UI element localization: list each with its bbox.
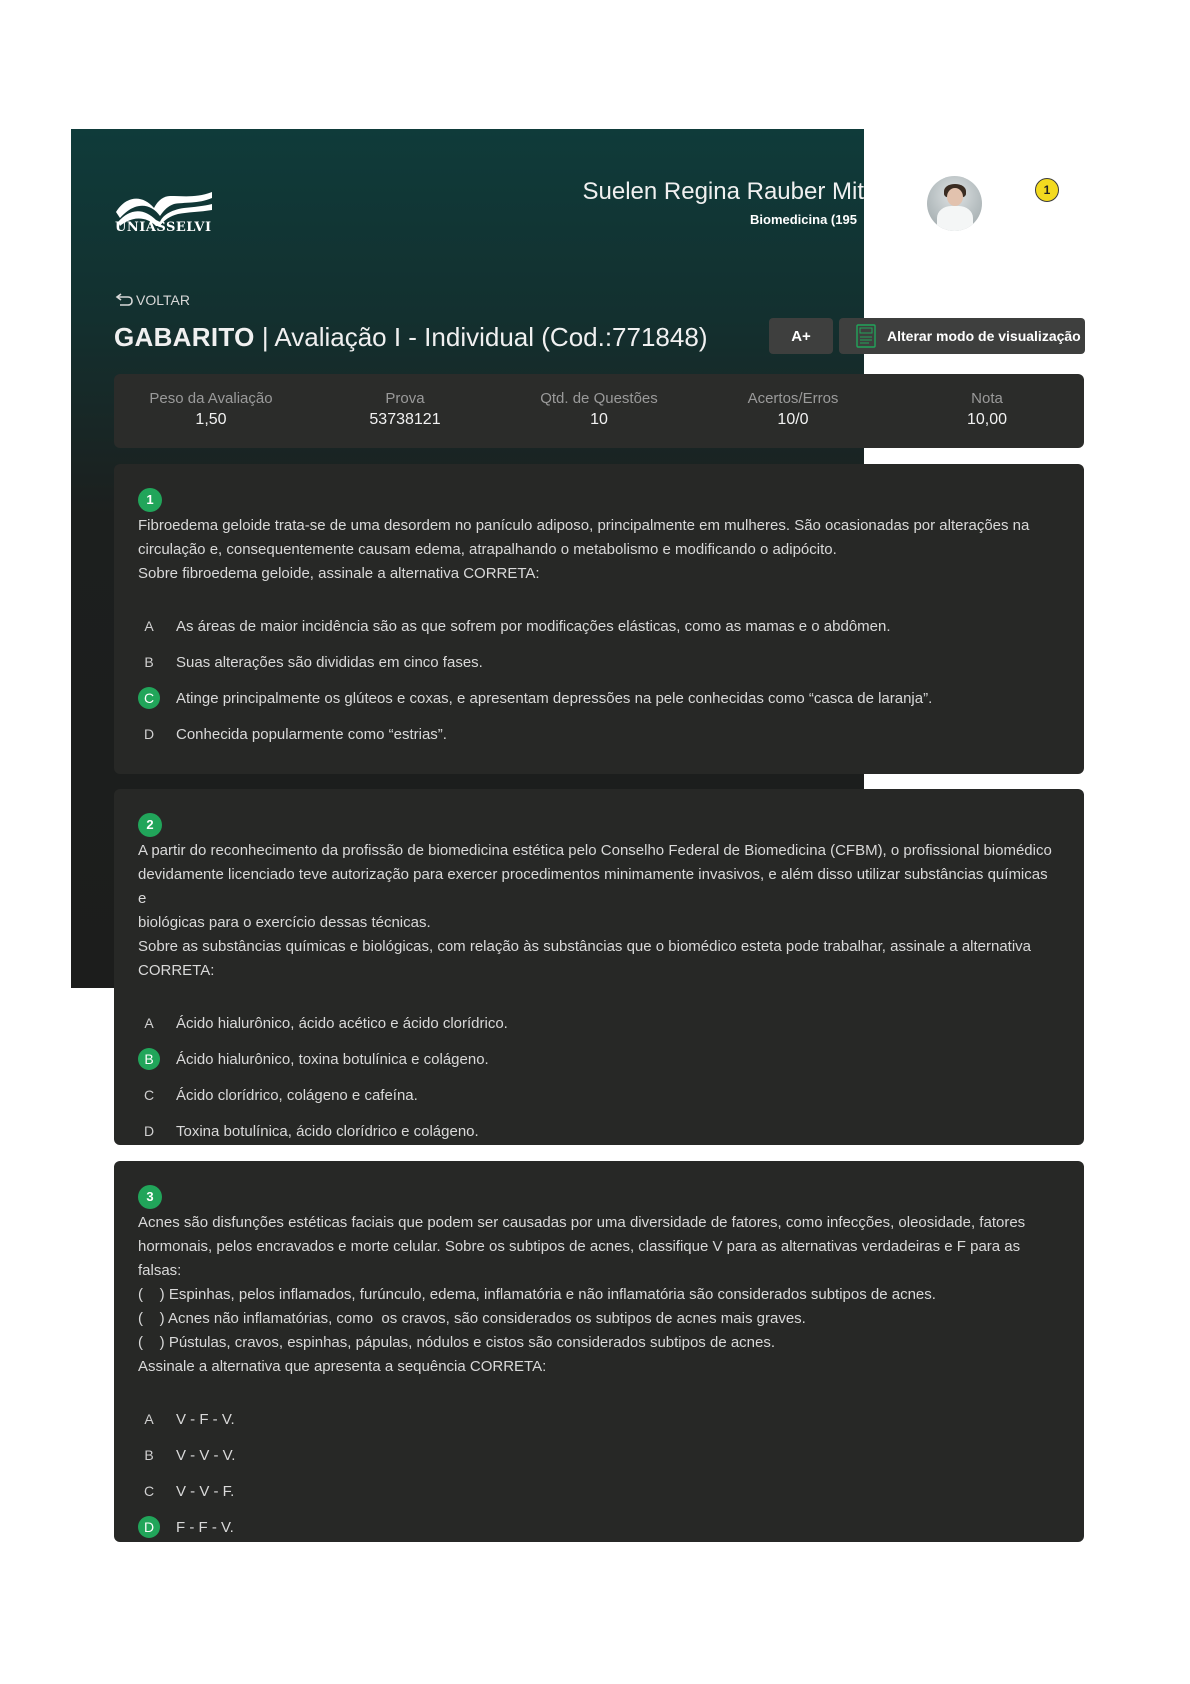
document-icon bbox=[855, 323, 877, 349]
back-link[interactable] bbox=[114, 292, 190, 308]
alternative-text: Ácido clorídrico, colágeno e cafeína. bbox=[176, 1086, 418, 1104]
alternative-letter: D bbox=[143, 1123, 155, 1139]
stat-hits-errors bbox=[696, 374, 890, 448]
question-line: A partir do reconhecimento da profissão de biomedicina estética pelo Conselho Federal de Biomedicina (CFBM), o profissional biomédico bbox=[138, 842, 1052, 859]
alternatives-list bbox=[138, 1005, 1060, 1149]
stat-value: 10,00 bbox=[966, 411, 1008, 428]
page-title-prefix: GABARITO bbox=[114, 322, 255, 352]
question-number: 2 bbox=[138, 813, 162, 837]
question-card bbox=[114, 464, 1084, 774]
alternative-letter: B bbox=[144, 1447, 154, 1463]
alternative-letter-correct: C bbox=[138, 687, 160, 709]
alternative-letter: A bbox=[144, 1411, 154, 1427]
alternative-item[interactable] bbox=[138, 1473, 1060, 1509]
alternative-letter: D bbox=[143, 726, 155, 742]
increase-font-button[interactable]: A+ bbox=[769, 318, 833, 354]
question-line: devidamente licenciado teve autorização para exercer procedimentos minimamente invasivos, e além disso utilizar substâncias químicas e bbox=[138, 866, 1052, 907]
user-course: Biomedicina (195 bbox=[750, 212, 857, 227]
avatar-coat bbox=[937, 206, 973, 231]
stat-weight bbox=[114, 374, 308, 448]
alternative-text: Toxina botulínica, ácido clorídrico e colágeno. bbox=[176, 1122, 479, 1140]
alternative-text: F - F - V. bbox=[176, 1518, 234, 1536]
stat-value: 10/0 bbox=[777, 411, 809, 428]
question-line: Acnes são disfunções estéticas faciais que podem ser causadas por uma diversidade de fatores, como infecções, oleosidade, fatores bbox=[138, 1214, 1026, 1231]
alternative-item[interactable] bbox=[138, 1437, 1060, 1473]
alternative-letter: B bbox=[144, 654, 154, 670]
question-number: 1 bbox=[138, 488, 162, 512]
question-line: Sobre as substâncias químicas e biológicas, com relação às substâncias que o biomédico esteta pode trabalhar, assinale a alternativa bbox=[138, 938, 1032, 955]
alternatives-list bbox=[138, 608, 1060, 752]
question-line: CORRETA: bbox=[138, 962, 215, 979]
stat-value: 1,50 bbox=[195, 411, 227, 428]
question-line: hormonais, pelos encravados e morte celular. Sobre os subtipos de acnes, classifique V para as alternativas verdadeiras e F para as falsas: bbox=[138, 1238, 1025, 1279]
stat-value: 10 bbox=[590, 411, 608, 428]
stat-label: Nota bbox=[971, 390, 1003, 407]
question-line: ( ) Espinhas, pelos inflamados, furúnculo, edema, inflamatória e não inflamatória são considerados subtipos de acnes. bbox=[138, 1286, 936, 1303]
alternative-text: Suas alterações são divididas em cinco fases. bbox=[176, 653, 483, 671]
question-text bbox=[138, 514, 1060, 586]
user-name: Suelen Regina Rauber Mit bbox=[582, 178, 864, 205]
alternative-item[interactable] bbox=[138, 644, 1060, 680]
page-title bbox=[114, 322, 707, 353]
view-mode-label: Alterar modo de visualização bbox=[887, 328, 1081, 344]
logo-text: UNIASSELVI bbox=[115, 220, 212, 235]
alternative-text: Atinge principalmente os glúteos e coxas, e apresentam depressões na pele conhecidas como “casca de laranja”. bbox=[176, 689, 933, 707]
alternative-text: Ácido hialurônico, ácido acético e ácido clorídrico. bbox=[176, 1014, 508, 1032]
question-text bbox=[138, 1211, 1060, 1379]
question-card bbox=[114, 789, 1084, 1145]
notification-badge[interactable]: 1 bbox=[1035, 178, 1059, 202]
alternative-letter: A bbox=[144, 1015, 154, 1031]
stat-question-count bbox=[502, 374, 696, 448]
question-line: biológicas para o exercício dessas técnicas. bbox=[138, 914, 431, 931]
stat-grade bbox=[890, 374, 1084, 448]
alternative-item[interactable] bbox=[138, 1005, 1060, 1041]
question-line: Assinale a alternativa que apresenta a sequência CORRETA: bbox=[138, 1358, 547, 1375]
stat-label: Acertos/Erros bbox=[747, 390, 839, 407]
alternative-letter: C bbox=[143, 1087, 155, 1103]
stat-label: Prova bbox=[385, 390, 425, 407]
question-line: ( ) Acnes não inflamatórias, como os cravos, são considerados os subtipos de acnes mais graves. bbox=[138, 1310, 806, 1327]
alternative-item[interactable] bbox=[138, 1401, 1060, 1437]
question-number: 3 bbox=[138, 1185, 162, 1209]
question-line: Sobre fibroedema geloide, assinale a alternativa CORRETA: bbox=[138, 565, 540, 582]
alternative-text: V - F - V. bbox=[176, 1410, 235, 1428]
alternative-text: Conhecida popularmente como “estrias”. bbox=[176, 725, 447, 743]
stat-label: Peso da Avaliação bbox=[149, 390, 273, 407]
alternative-item-correct[interactable] bbox=[138, 1041, 1060, 1077]
back-label: VOLTAR bbox=[136, 292, 190, 308]
alternative-item[interactable] bbox=[138, 1113, 1060, 1149]
question-line: circulação e, consequentemente causam edema, atrapalhando o metabolismo e modificando o adipócito. bbox=[138, 541, 837, 558]
question-line: Fibroedema geloide trata-se de uma desordem no panículo adiposo, principalmente em mulheres. São ocasionadas por alterações na bbox=[138, 517, 1030, 534]
alternative-item[interactable] bbox=[138, 608, 1060, 644]
stat-exam bbox=[308, 374, 502, 448]
stats-bar bbox=[114, 374, 1084, 448]
avatar[interactable] bbox=[927, 176, 982, 231]
alternative-item[interactable] bbox=[138, 716, 1060, 752]
alternative-letter: C bbox=[143, 1483, 155, 1499]
return-arrow-icon bbox=[114, 293, 134, 307]
question-text bbox=[138, 839, 1060, 983]
question-line: ( ) Pústulas, cravos, espinhas, pápulas, nódulos e cistos são considerados subtipos de acnes. bbox=[138, 1334, 776, 1351]
alternative-text: V - V - F. bbox=[176, 1482, 235, 1500]
alternatives-list bbox=[138, 1401, 1060, 1545]
alternative-letter: A bbox=[144, 618, 154, 634]
page-title-rest: | Avaliação I - Individual (Cod.:771848) bbox=[254, 322, 708, 352]
view-mode-button[interactable] bbox=[839, 318, 1085, 354]
alternative-item-correct[interactable] bbox=[138, 1509, 1060, 1545]
stat-label: Qtd. de Questões bbox=[540, 390, 658, 407]
stat-value: 53738121 bbox=[369, 411, 441, 428]
alternative-letter-correct: D bbox=[138, 1516, 160, 1538]
alternative-letter-correct: B bbox=[138, 1048, 160, 1070]
alternative-item[interactable] bbox=[138, 1077, 1060, 1113]
alternative-text: As áreas de maior incidência são as que sofrem por modificações elásticas, como as mamas e o abdômen. bbox=[176, 617, 891, 635]
question-card bbox=[114, 1161, 1084, 1542]
alternative-item-correct[interactable] bbox=[138, 680, 1060, 716]
avatar-face bbox=[947, 188, 963, 206]
alternative-text: V - V - V. bbox=[176, 1446, 236, 1464]
alternative-text: Ácido hialurônico, toxina botulínica e colágeno. bbox=[176, 1050, 489, 1068]
